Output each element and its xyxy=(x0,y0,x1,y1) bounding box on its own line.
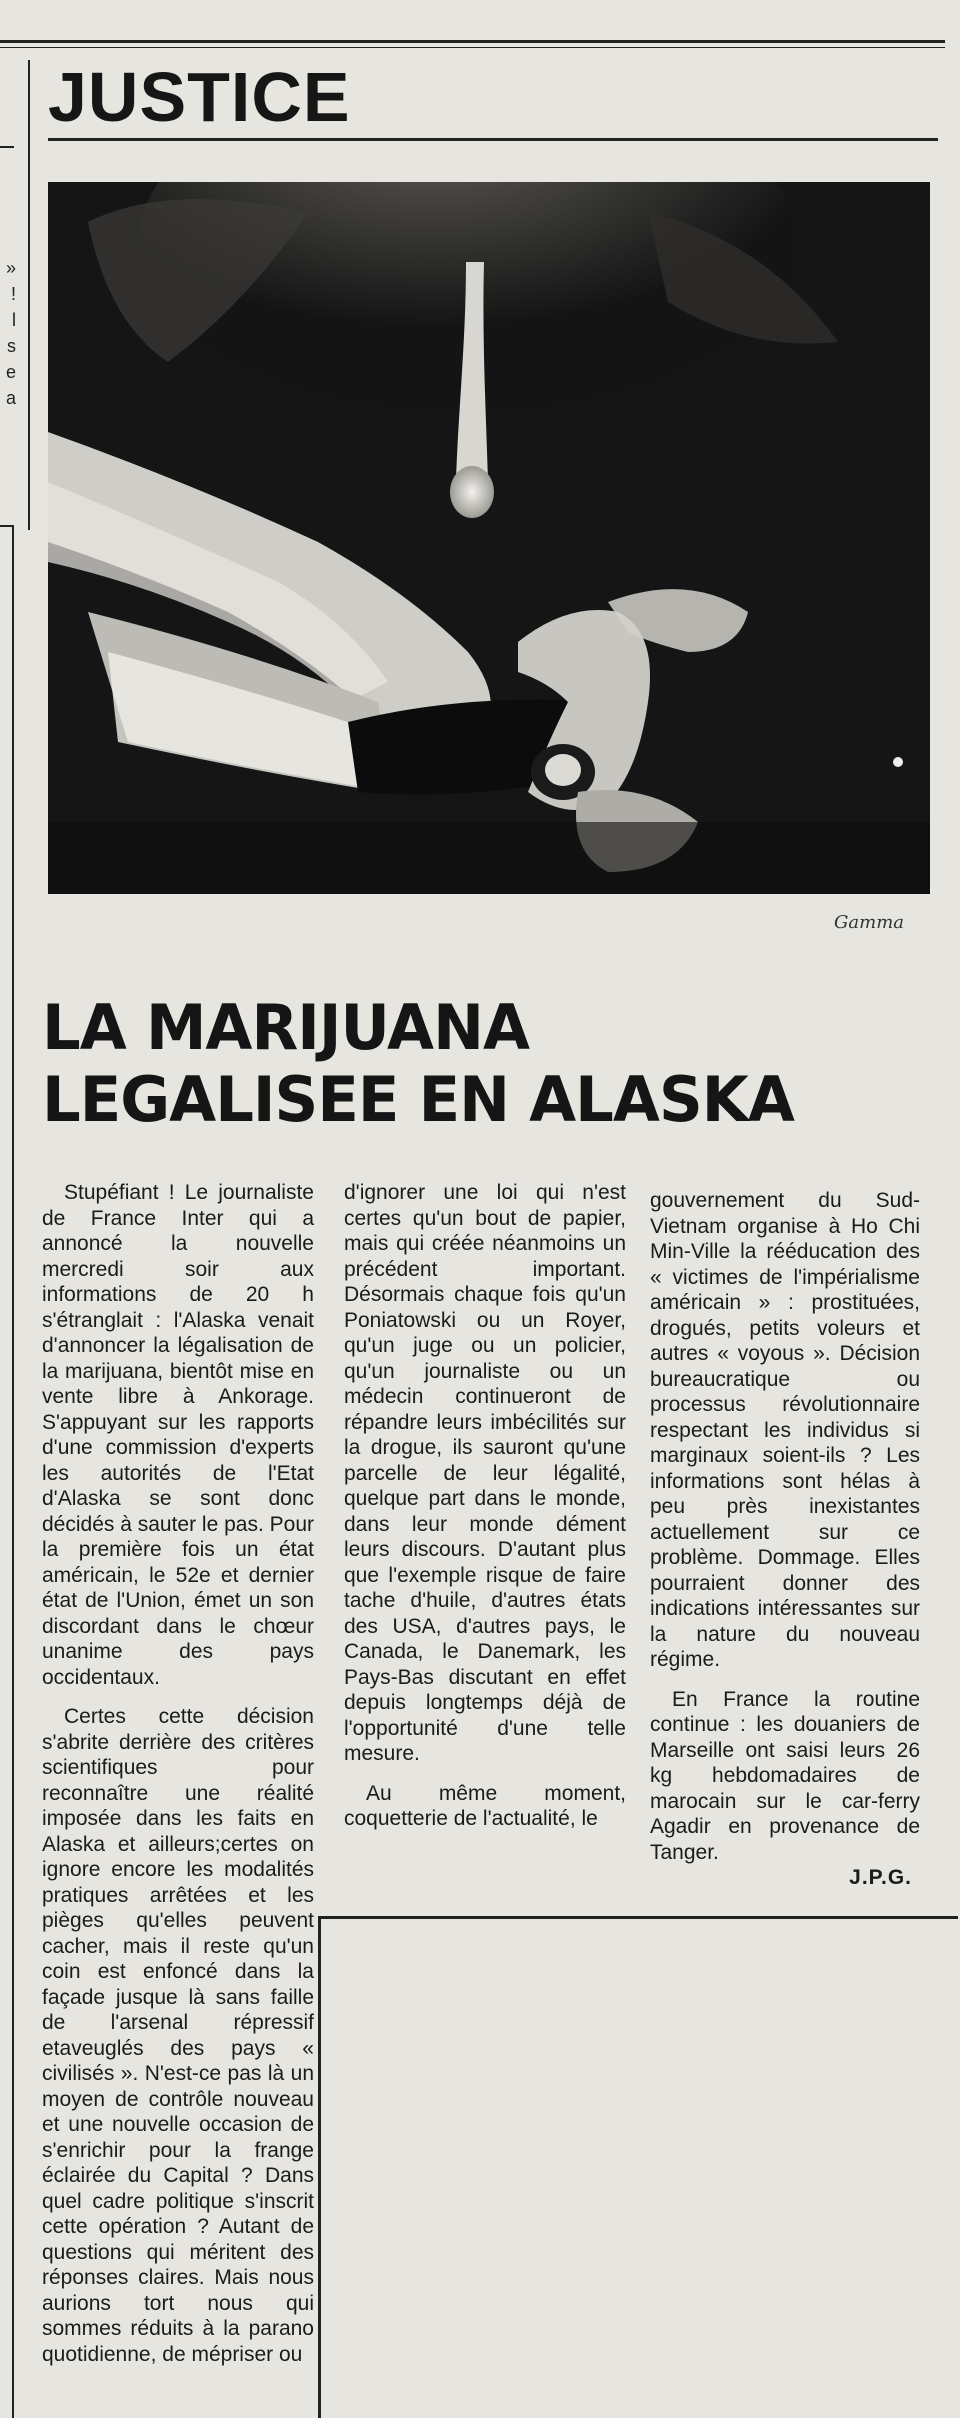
article-column-1 xyxy=(42,1180,314,2381)
section-title: JUSTICE xyxy=(48,58,351,136)
paragraph: d'ignorer une loi qui n'est certes qu'un bout de papier, mais qui créée néanmoins un précédent important. Désormais chaque fois qu'un Poniatowski ou un Royer, qu'un juge ou un policier, qu'un journaliste ou un médecin continueront de répandre leurs imbécilités sur la drogue, ils sauront qu'une parcelle de leur légalité, quelque part dans le monde, dans leur monde dément leurs discours. D'autant plus que l'exemple risque de faire tache d'huile, d'autres états des USA, d'autres pays, le Canada, le Danemark, les Pays-Bas discutant en effet depuis longtemps déjà de l'opportunité d'une telle mesure. xyxy=(344,1181,626,1765)
top-rule-thin xyxy=(0,47,945,48)
vertical-rule-left xyxy=(28,60,30,530)
article-headline: LA MARIJUANA LEGALISEE EN ALASKA xyxy=(42,991,794,1136)
left-column-rule-top xyxy=(0,146,14,148)
adjacent-column-fragments xyxy=(2,255,16,411)
fragment: l xyxy=(12,310,16,330)
vertical-rule-bottom xyxy=(318,1916,321,2418)
article-column-2 xyxy=(344,1180,626,1846)
fragment: s xyxy=(7,336,16,356)
paragraph: Stupéfiant ! Le journaliste de France Inter qui a annoncé la nouvelle mercredi soir aux informations de 20 h s'étranglait : l'Alaska venait d'annoncer la légalisation de la marijuana, bientôt mise en vente libre à Ankorage. S'appuyant sur les rapports d'une commission d'experts les autorités de l'Etat d'Alaska se sont donc décidés à sauter le pas. Pour la première fois un état américain, le 52e et dernier état de l'Union, émet un son discordant dans le chœur unanime des pays occidentaux. xyxy=(42,1181,314,1689)
left-column-rule xyxy=(0,525,14,527)
article-column-3 xyxy=(650,1188,920,1879)
section-rule xyxy=(48,138,938,141)
fragment: e xyxy=(5,362,16,382)
top-rule xyxy=(0,40,945,43)
vertical-rule-left-lower xyxy=(12,525,14,2418)
fragment: a xyxy=(5,388,16,408)
paragraph: gouvernement du Sud-Vietnam organise à Ho Chi Min-Ville la rééducation des « victimes de l'impérialisme américain » : prostituées, drogués, petits voleurs et autres « voyous ». Décision bureaucratique ou processus révolutionnaire respectant les individus si marginaux soient-ils ? Les informations sont hélas à peu près inexistantes actuellement sur ce problème. Dommage. Elles pourraient donner des indications intéressantes sur la nature du nouveau régime. xyxy=(650,1189,920,1671)
bottom-rule xyxy=(318,1916,958,1919)
photo-illustration xyxy=(48,182,930,894)
article-photo xyxy=(48,182,930,894)
article-byline: J.P.G. xyxy=(849,1866,912,1889)
paragraph: Au même moment, coquetterie de l'actualité, le xyxy=(344,1781,626,1830)
paragraph: Certes cette décision s'abrite derrière des critères scientifiques pour reconnaître une réalité imposée dans les faits en Alaska et ailleurs;certes on ignore encore les modalités pratiques arrêtées et les pièges qu'elles peuvent cacher, mais il reste qu'un coin est enfoncé dans la façade jusque là sans faille de l'arsenal répressif etaveuglés des pays « civilisés ». N'est-ce pas là un moyen de contrôle nouveau et une nouvelle occasion de s'enrichir pour la frange éclairée du Capital ? Dans quel cadre politique s'inscrit cette opération ? Autant de questions qui méritent des réponses claires. Mais nous aurions tort nous qui sommes réduits à la parano quotidienne, de mépriser ou xyxy=(42,1705,314,2366)
paragraph: En France la routine continue : les douaniers de Marseille ont saisi leurs 26 kg hebdomadaires de marocain sur le car-ferry Agadir en provenance de Tanger. xyxy=(650,1687,920,1864)
fragment: ! xyxy=(10,284,16,304)
fragment: » xyxy=(5,258,16,278)
photo-credit: Gamma xyxy=(834,912,904,933)
